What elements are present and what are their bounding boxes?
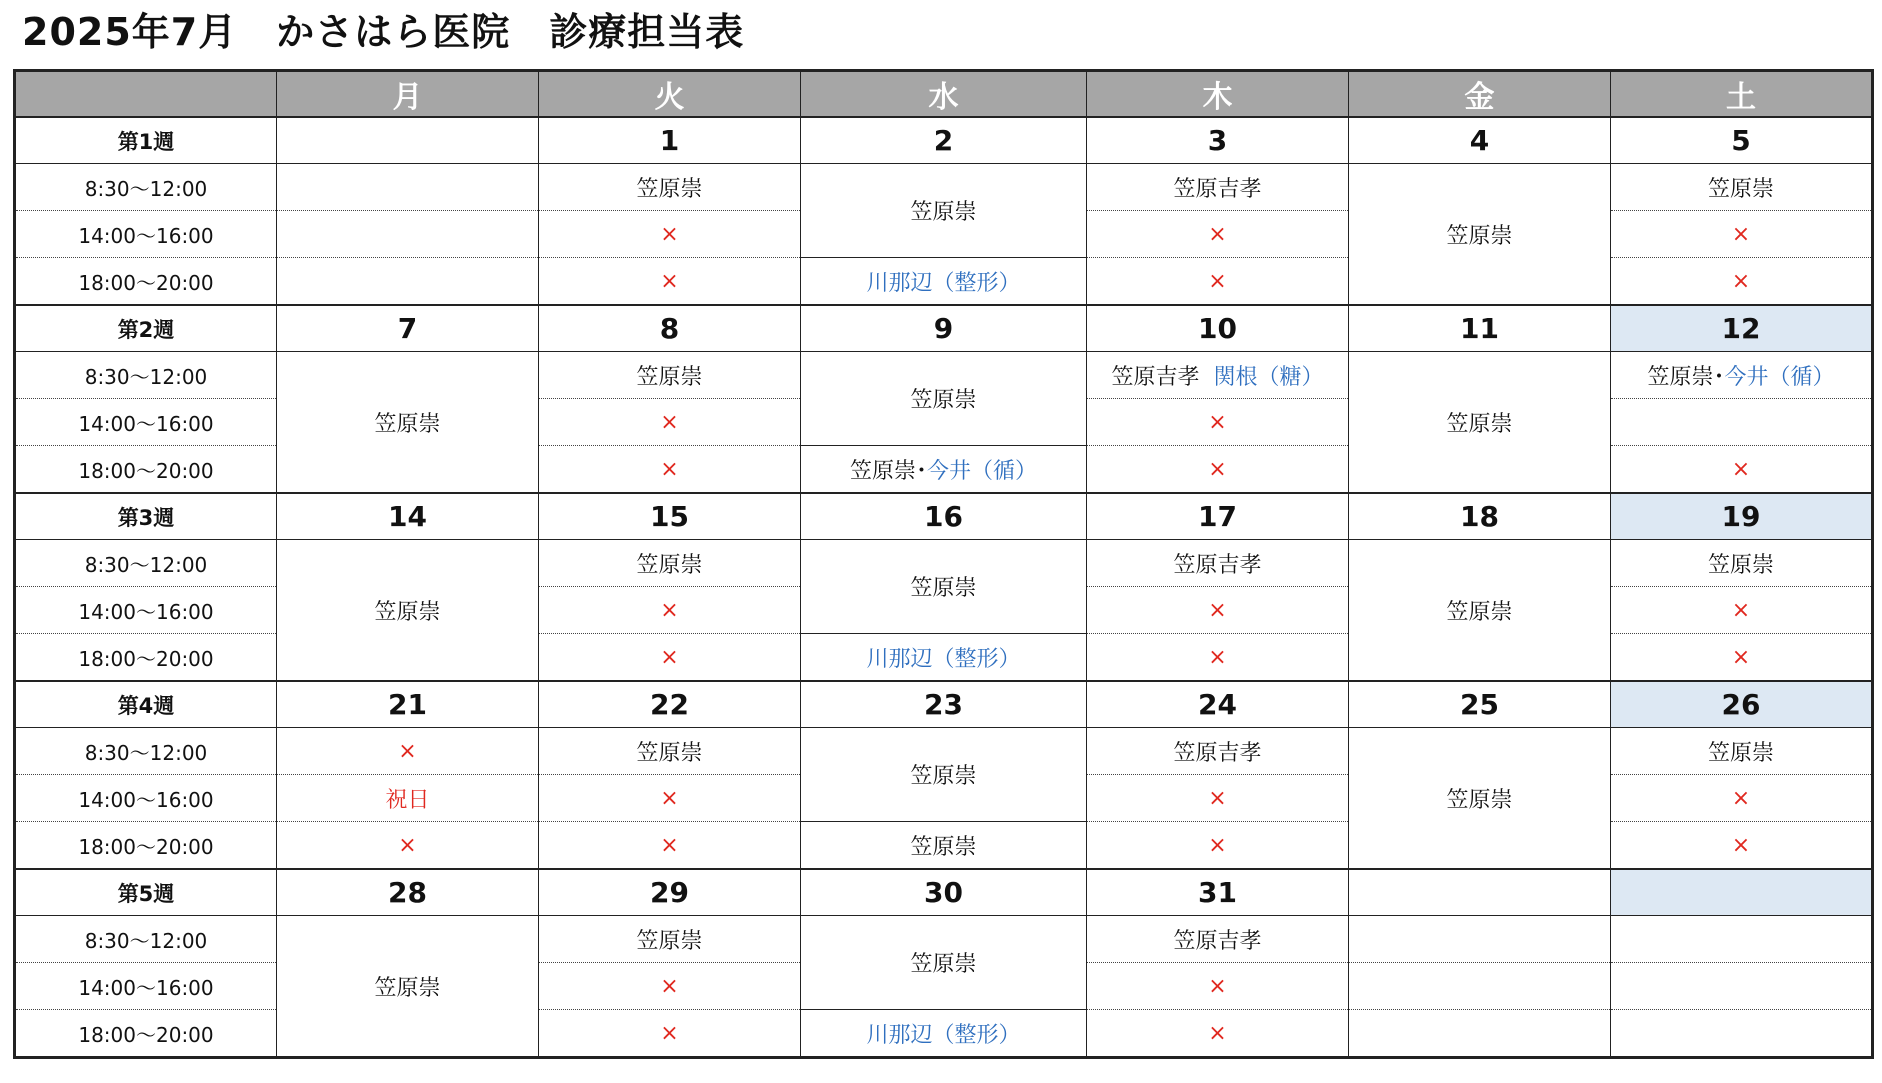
doctor-name: 今井（循） <box>1724 364 1835 390</box>
schedule-cell <box>801 916 1087 1010</box>
closed-mark: × <box>660 644 679 670</box>
closed-mark: × <box>1731 268 1751 294</box>
closed-mark: × <box>660 221 679 247</box>
closed-mark: × <box>1208 973 1227 999</box>
schedule-cell <box>1087 446 1349 494</box>
slot-row <box>15 352 1873 399</box>
schedule-cell <box>1087 399 1349 446</box>
closed-mark: × <box>1208 644 1227 670</box>
doctor-name: 笠原崇 <box>1446 223 1513 249</box>
date-cell: 15 <box>539 493 801 540</box>
slot-time: 18:00～20:00 <box>15 822 277 870</box>
doctor-name: 笠原崇 <box>636 176 703 202</box>
schedule-cell <box>1611 352 1873 399</box>
header-tue: 火 <box>539 71 801 118</box>
schedule-cell <box>277 916 539 1058</box>
schedule-cell <box>801 540 1087 634</box>
schedule-cell <box>277 352 539 494</box>
schedule-cell <box>1611 963 1873 1010</box>
separator: ･ <box>915 458 927 484</box>
schedule-cell <box>1611 728 1873 775</box>
doctor-name: 笠原崇 <box>910 764 977 789</box>
slot-time: 14:00～16:00 <box>15 775 277 822</box>
doctor-name: 笠原崇 <box>910 388 977 413</box>
separator: ･ <box>1713 364 1725 390</box>
schedule-cell <box>1611 164 1873 211</box>
date-cell: 5 <box>1611 117 1873 164</box>
header-mon: 月 <box>277 71 539 118</box>
schedule-cell <box>1087 164 1349 211</box>
header-sat: 土 <box>1611 71 1873 118</box>
closed-mark: × <box>1208 409 1227 435</box>
schedule-cell <box>539 775 801 822</box>
closed-mark: × <box>660 785 679 811</box>
schedule-cell <box>1087 775 1349 822</box>
schedule-cell <box>277 540 539 682</box>
doctor-name: 笠原崇 <box>1707 176 1774 202</box>
closed-mark: × <box>660 597 679 623</box>
closed-mark: × <box>1208 832 1227 858</box>
doctor-name: 笠原崇 <box>910 952 977 977</box>
schedule-cell <box>1349 164 1611 306</box>
closed-mark: × <box>1208 221 1227 247</box>
doctor-name: 笠原崇 <box>910 200 977 225</box>
schedule-cell <box>1087 587 1349 634</box>
header-corner <box>15 71 277 118</box>
closed-mark: × <box>1731 456 1751 482</box>
schedule-cell <box>801 258 1087 306</box>
schedule-cell <box>539 728 801 775</box>
date-cell: 26 <box>1611 681 1873 728</box>
closed-mark: × <box>398 832 417 858</box>
date-cell: 7 <box>277 305 539 352</box>
closed-mark: × <box>660 268 679 294</box>
schedule-cell <box>277 775 539 822</box>
doctor-name: 笠原崇 <box>1446 787 1513 813</box>
schedule-cell <box>1087 728 1349 775</box>
schedule-cell <box>539 399 801 446</box>
slot-time: 18:00～20:00 <box>15 634 277 682</box>
slot-time: 18:00～20:00 <box>15 258 277 306</box>
doctor-name: 笠原崇 <box>374 599 441 625</box>
schedule-cell <box>1087 352 1349 399</box>
week-label: 第4週 <box>15 681 277 728</box>
header-row <box>15 71 1873 118</box>
schedule-cell <box>539 963 801 1010</box>
week-row <box>15 869 1873 916</box>
schedule-cell <box>277 164 539 211</box>
schedule-cell <box>1087 211 1349 258</box>
schedule-cell <box>1349 1010 1611 1058</box>
doctor-name: 笠原崇 <box>636 928 703 954</box>
schedule-cell <box>539 164 801 211</box>
schedule-cell <box>1611 211 1873 258</box>
date-cell: 28 <box>277 869 539 916</box>
schedule-cell <box>539 540 801 587</box>
schedule-cell <box>1087 634 1349 682</box>
page-title: 2025年7月 かさはら医院 診療担当表 <box>22 10 745 54</box>
closed-mark: × <box>1208 785 1227 811</box>
closed-mark: × <box>1731 597 1751 623</box>
date-cell: 1 <box>539 117 801 164</box>
date-cell: 29 <box>539 869 801 916</box>
closed-mark: × <box>1731 832 1751 858</box>
date-cell: 21 <box>277 681 539 728</box>
schedule-cell <box>1611 916 1873 963</box>
slot-row <box>15 916 1873 963</box>
doctor-name: 笠原崇 <box>910 834 977 860</box>
closed-mark: × <box>1208 597 1227 623</box>
week-row <box>15 117 1873 164</box>
slot-time: 18:00～20:00 <box>15 1010 277 1058</box>
doctor-name: 川那辺（整形） <box>866 1022 1021 1048</box>
date-cell: 9 <box>801 305 1087 352</box>
schedule-cell <box>1611 822 1873 870</box>
doctor-name: 川那辺（整形） <box>866 270 1021 296</box>
week-label: 第3週 <box>15 493 277 540</box>
schedule-cell <box>1349 352 1611 494</box>
slot-time: 8:30～12:00 <box>15 540 277 587</box>
schedule-cell <box>1087 963 1349 1010</box>
schedule-cell <box>277 258 539 306</box>
header-fri: 金 <box>1349 71 1611 118</box>
doctor-name: 今井（循） <box>927 458 1038 484</box>
schedule-cell <box>1611 540 1873 587</box>
slot-time: 8:30～12:00 <box>15 164 277 211</box>
schedule-cell <box>1611 258 1873 306</box>
schedule-cell <box>539 258 801 306</box>
closed-mark: × <box>660 456 679 482</box>
doctor-name: 笠原崇 <box>1446 411 1513 437</box>
closed-mark: × <box>1731 221 1751 247</box>
schedule-cell <box>801 352 1087 446</box>
closed-mark: × <box>1208 456 1227 482</box>
slot-row <box>15 164 1873 211</box>
schedule-cell <box>539 1010 801 1058</box>
doctor-name: 笠原崇 <box>849 458 916 484</box>
date-cell: 17 <box>1087 493 1349 540</box>
date-cell: 4 <box>1349 117 1611 164</box>
schedule-cell <box>539 916 801 963</box>
schedule-cell <box>539 634 801 682</box>
date-cell: 11 <box>1349 305 1611 352</box>
doctor-name: 笠原吉孝 <box>1173 740 1262 766</box>
doctor-name: 関根（糖） <box>1213 364 1324 390</box>
schedule-cell <box>1087 540 1349 587</box>
date-cell <box>277 117 539 164</box>
slot-time: 8:30～12:00 <box>15 916 277 963</box>
schedule-cell <box>1349 728 1611 870</box>
doctor-name: 笠原崇 <box>1707 740 1774 766</box>
schedule-cell <box>1087 916 1349 963</box>
date-cell: 14 <box>277 493 539 540</box>
slot-time: 14:00～16:00 <box>15 587 277 634</box>
slot-time: 14:00～16:00 <box>15 211 277 258</box>
schedule-table <box>13 69 1874 1059</box>
schedule-cell <box>1349 540 1611 682</box>
closed-mark: × <box>660 409 679 435</box>
date-cell: 31 <box>1087 869 1349 916</box>
schedule-cell <box>801 728 1087 822</box>
closed-mark: × <box>660 1020 679 1046</box>
week-row <box>15 681 1873 728</box>
schedule-cell <box>801 634 1087 682</box>
week-label: 第2週 <box>15 305 277 352</box>
schedule-cell <box>801 1010 1087 1058</box>
schedule-cell <box>1087 1010 1349 1058</box>
schedule-cell <box>1611 634 1873 682</box>
schedule-cell <box>539 446 801 494</box>
closed-mark: × <box>660 832 679 858</box>
closed-mark: × <box>1208 268 1227 294</box>
week-label: 第1週 <box>15 117 277 164</box>
schedule-cell <box>1611 775 1873 822</box>
schedule-cell <box>277 822 539 870</box>
schedule-cell <box>1611 1010 1873 1058</box>
date-cell: 24 <box>1087 681 1349 728</box>
date-cell: 23 <box>801 681 1087 728</box>
doctor-name: 笠原吉孝 <box>1173 928 1262 954</box>
slot-time: 8:30～12:00 <box>15 728 277 775</box>
date-cell: 10 <box>1087 305 1349 352</box>
date-cell <box>1611 869 1873 916</box>
doctor-name: 笠原崇 <box>636 740 703 766</box>
closed-mark: × <box>398 738 417 764</box>
schedule-cell <box>801 822 1087 870</box>
closed-mark: × <box>1731 785 1751 811</box>
date-cell: 3 <box>1087 117 1349 164</box>
doctor-name: 笠原吉孝 <box>1173 176 1262 202</box>
date-cell <box>1349 869 1611 916</box>
closed-mark: × <box>660 973 679 999</box>
doctor-name: 笠原吉孝 <box>1173 552 1262 578</box>
week-label: 第5週 <box>15 869 277 916</box>
date-cell: 12 <box>1611 305 1873 352</box>
slot-time: 18:00～20:00 <box>15 446 277 494</box>
week-row <box>15 493 1873 540</box>
slot-row <box>15 728 1873 775</box>
doctor-name: 笠原崇 <box>636 552 703 578</box>
date-cell: 25 <box>1349 681 1611 728</box>
schedule-cell <box>539 822 801 870</box>
date-cell: 22 <box>539 681 801 728</box>
slot-time: 14:00～16:00 <box>15 963 277 1010</box>
header-thu: 木 <box>1087 71 1349 118</box>
doctor-name: 笠原崇 <box>636 364 703 390</box>
doctor-name: 笠原吉孝 <box>1111 364 1200 390</box>
schedule-cell <box>1611 587 1873 634</box>
schedule-cell <box>801 164 1087 258</box>
holiday-label: 祝日 <box>385 787 430 813</box>
week-row <box>15 305 1873 352</box>
doctor-name: 笠原崇 <box>1446 599 1513 625</box>
schedule-cell <box>277 211 539 258</box>
doctor-name: 笠原崇 <box>374 411 441 437</box>
doctor-name: 笠原崇 <box>1707 552 1774 578</box>
schedule-cell <box>539 587 801 634</box>
date-cell: 8 <box>539 305 801 352</box>
schedule-cell <box>1611 446 1873 494</box>
header-wed: 水 <box>801 71 1087 118</box>
schedule-cell <box>1087 822 1349 870</box>
schedule-cell <box>1087 258 1349 306</box>
slot-time: 8:30～12:00 <box>15 352 277 399</box>
date-cell: 2 <box>801 117 1087 164</box>
date-cell: 16 <box>801 493 1087 540</box>
schedule-cell <box>539 211 801 258</box>
doctor-name: 笠原崇 <box>1647 364 1714 390</box>
closed-mark: × <box>1731 644 1751 670</box>
schedule-cell <box>1611 399 1873 446</box>
doctor-name: 笠原崇 <box>910 576 977 601</box>
slot-row <box>15 540 1873 587</box>
closed-mark: × <box>1208 1020 1227 1046</box>
schedule-cell <box>801 446 1087 494</box>
slot-time: 14:00～16:00 <box>15 399 277 446</box>
doctor-name: 川那辺（整形） <box>866 646 1021 672</box>
schedule-cell <box>277 728 539 775</box>
date-cell: 18 <box>1349 493 1611 540</box>
schedule-cell <box>1349 963 1611 1010</box>
schedule-cell <box>1349 916 1611 963</box>
date-cell: 30 <box>801 869 1087 916</box>
doctor-name: 笠原崇 <box>374 975 441 1001</box>
schedule-cell <box>539 352 801 399</box>
date-cell: 19 <box>1611 493 1873 540</box>
